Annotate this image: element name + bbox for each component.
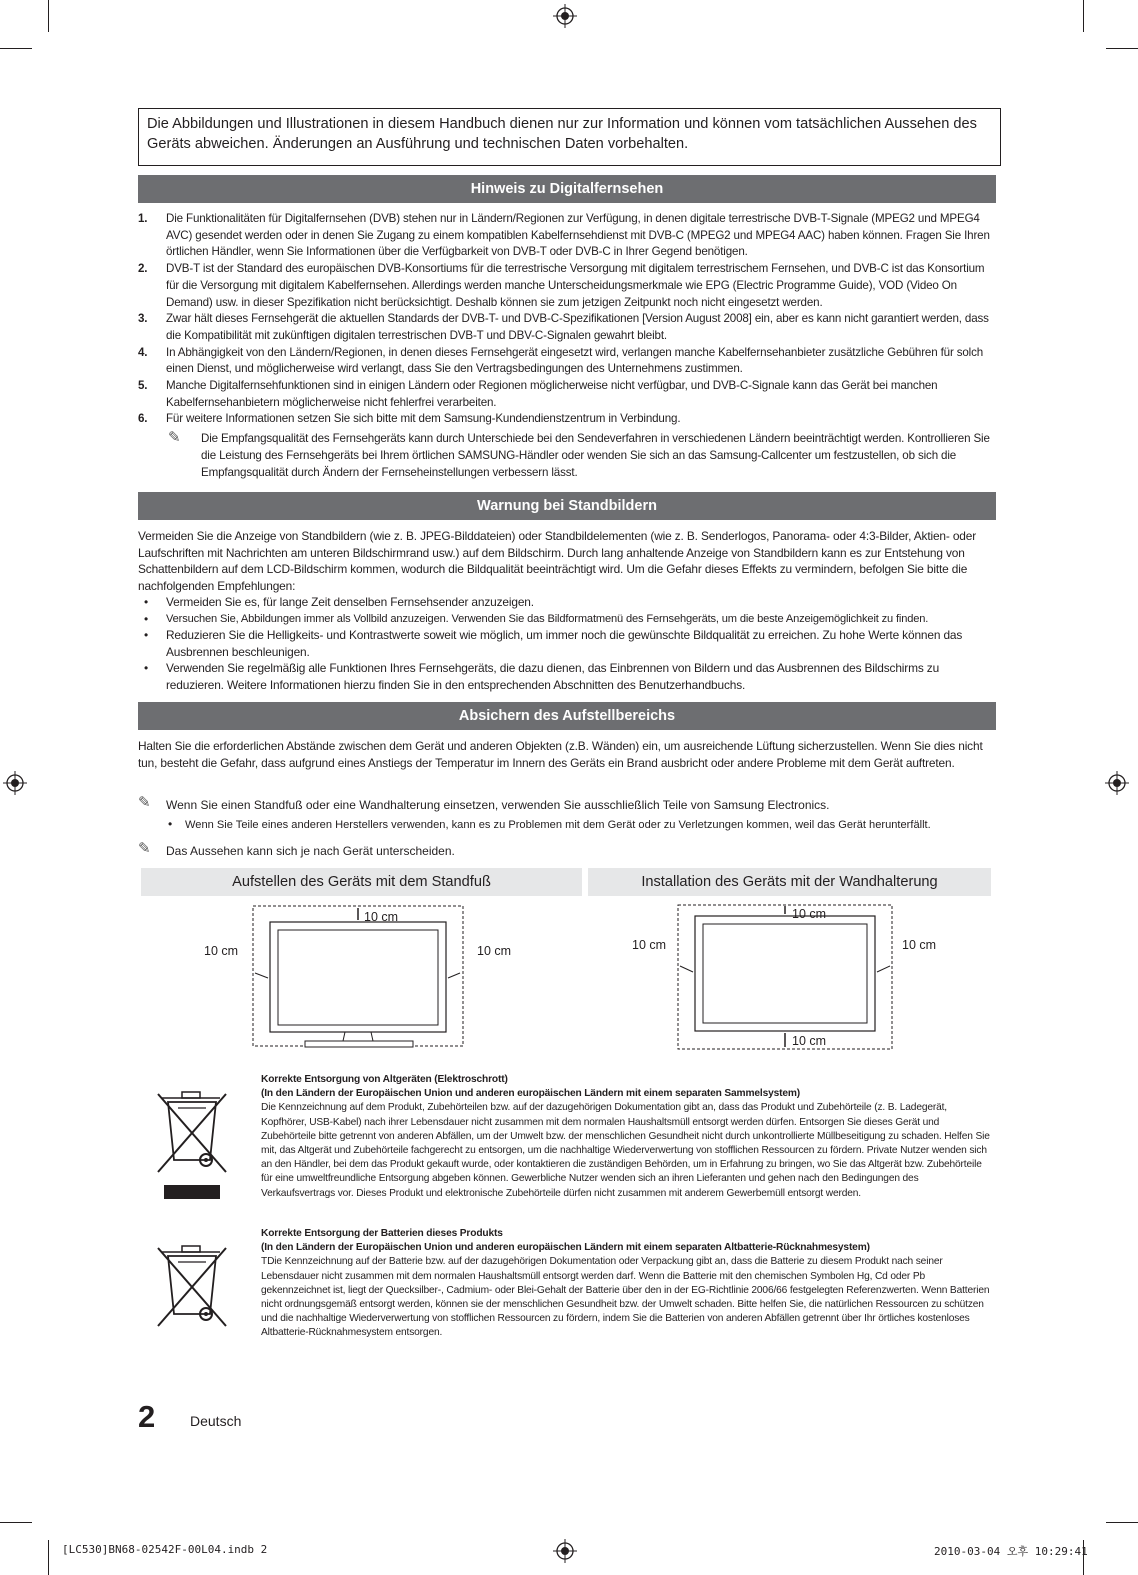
- digital-tv-list: [138, 211, 998, 481]
- note: ✎ Die Empfangsqualität des Fernsehgeräts kann durch Unterschiede bei den Sendeverfahren in verschiedenen Ländern beeinträchtigt werden. Kontrollieren Sie die Leistung des Fernsehgeräts bei Ihrem örtlichen SAMSUNG-Händler oder wenden Sie sich an das Samsung-Callcenter um festzustellen, ob sich die Empfangsqualität durch Ändern der Fernseheinstellungen verbessern lässt.: [168, 429, 990, 479]
- list-item: 5. Manche Digitalfernsehfunktionen sind in einigen Ländern oder Regionen möglicherweise nicht verfügbar, und DVB-C-Signale kann das Gerät bei manchen Kabelfernsehanbietern möglicherweise nicht fehlerfrei verarbeiten.: [138, 379, 938, 409]
- print-slug-filename: [LC530]BN68-02542F-00L04.indb 2: [62, 1543, 268, 1556]
- stand-install-title: Aufstellen des Geräts mit dem Standfuß: [141, 868, 582, 896]
- battery-crossed-bin-icon: [154, 1242, 230, 1332]
- weee-crossed-bin-icon: [154, 1088, 230, 1208]
- list-item: • Vermeiden Sie es, für lange Zeit denselben Fernsehsender anzuzeigen.: [144, 595, 534, 609]
- section-header-installation: Absichern des Aufstellbereichs: [138, 702, 996, 730]
- note-bullet: • Wenn Sie Teile eines anderen Herstellers verwenden, kann es zu Problemen mit dem Gerät oder zu Verletzungen kommen, weil das Gerät herunterfällt.: [168, 817, 931, 831]
- page-language: Deutsch: [190, 1413, 242, 1429]
- list-item: • Versuchen Sie, Abbildungen immer als Vollbild anzuzeigen. Verwenden Sie das Bildformatmenü des Fernsehgeräts, um die beste Anzeigemöglichkeit zu finden.: [144, 611, 929, 626]
- crop-mark: [1106, 48, 1138, 49]
- list-item: 4. In Abhängigkeit von den Ländern/Regionen, in denen dieses Fernsehgerät eingesetzt wird, verlangen manche Kabelfernsehanbieter zusätzliche Gebühren für solch einen Dienst, und möglicherweise wird verlangt, dass Sie den Vertragsbedingungen des Unternehmens zustimmen.: [138, 345, 984, 376]
- crop-mark: [0, 48, 32, 49]
- section-header-digital-tv: Hinweis zu Digitalfernsehen: [138, 175, 996, 203]
- print-slug-date: 2010-03-04 오후 10:29:41: [934, 1545, 1088, 1558]
- clearance-left-label: 10 cm: [632, 938, 667, 952]
- note-pencil-icon: ✎: [138, 840, 151, 857]
- installation-intro: Halten Sie die erforderlichen Abstände zwischen dem Gerät und anderen Objekten (z.B. Wänden) ein, um ausreichende Lüftung sicherzustellen. Wenn Sie dies nicht tun, besteht die Gefahr, dass aufgrund eines Anstiegs der Temperatur im Innern des Geräts ein Brand ausbricht oder andere Probleme mit dem Gerät auftreten.: [138, 739, 983, 770]
- note-pencil-icon: ✎: [168, 429, 181, 447]
- still-images-intro: Vermeiden Sie die Anzeige von Standbildern (wie z. B. JPEG-Bilddateien) oder Standbildelementen (wie z. B. Senderlogos, Panorama- oder 4:3-Bilder, Aktien- oder Laufschriften mit Nachrichten am unteren Bildschirmrand usw.) auf dem Bildschirm. Durch lang anhaltende Anzeige von Standbildern kann es zur Entstehung von Schattenbildern auf dem LCD-Bildschirm kommen, wodurch die Bildqualität beeinträchtigt wird. Um die Gefahr dieses Effekts zu vermindern, befolgen Sie bitte die nachfolgenden Empfehlungen:: [138, 529, 977, 593]
- clearance-top-label: 10 cm: [364, 910, 399, 924]
- list-item: 6. Für weitere Informationen setzen Sie sich bitte mit dem Samsung-Kundendienstzentrum in Verbindung.: [138, 412, 681, 426]
- wall-mount-clearance-diagram: [588, 900, 992, 1055]
- list-item: • Verwenden Sie regelmäßig alle Funktionen Ihres Fernsehgeräts, die dazu dienen, das Einbrennen von Bildern und das Ausbrennen des Bildschirms zu reduzieren. Weitere Informationen hierzu finden Sie in den entsprechenden Abschnitten des Benutzerhandbuchs.: [144, 661, 940, 692]
- disclaimer-box: Die Abbildungen und Illustrationen in diesem Handbuch dienen nur zur Information und können vom tatsächlichen Aussehen des Geräts abweichen. Änderungen an Ausführung und technischen Daten vorbehalten.: [138, 108, 1001, 166]
- clearance-right-label: 10 cm: [477, 944, 512, 958]
- list-item: 1. Die Funktionalitäten für Digitalfernsehen (DVB) stehen nur in Ländern/Regionen zur Verfügung, in denen digitale terrestrische DVB-T-Signale (MPEG2 und MPEG4 AVC) gesendet werden oder in denen Sie Zugang zu einem kompatiblen Kabelfernsehdienst mit DVB-C (MPEG2 und MPEG4 AAC) haben können. Fragen Sie Ihren örtlichen Händler, wenn Sie Informationen über die Verfügbarkeit von DVB-T oder DVB-C in Ihrer Gegend benötigen.: [138, 212, 990, 259]
- clearance-right-label: 10 cm: [902, 938, 937, 952]
- crop-mark: [1106, 1522, 1138, 1523]
- list-item: • Reduzieren Sie die Helligkeits- und Kontrastwerte soweit wie möglich, um immer noch die gewünschte Bildqualität zu erreichen. Zu hohe Werte können das Ausbrennen beschleunigen.: [144, 628, 963, 659]
- registration-mark-icon: [553, 4, 577, 28]
- crop-mark: [0, 1522, 32, 1523]
- registration-mark-icon: [3, 771, 27, 795]
- crop-mark: [48, 0, 49, 32]
- still-images-bullets: [138, 594, 998, 694]
- crop-mark: [48, 1540, 49, 1575]
- section-header-still-images: Warnung bei Standbildern: [138, 492, 996, 520]
- note: ✎ Wenn Sie einen Standfuß oder eine Wandhalterung einsetzen, verwenden Sie ausschließlich Teile von Samsung Electronics.: [138, 794, 830, 812]
- registration-mark-icon: [553, 1539, 577, 1563]
- page-number: 2: [138, 1399, 156, 1434]
- list-item: 3. Zwar hält dieses Fernsehgerät die aktuellen Standards der DVB-T- und DVB-C-Spezifikationen [Version August 2008] ein, aber es kann nicht garantiert werden, dass die Kompatibilität mit zukünftigen digitalen terrestrischen DVB-T und DBV-C-Signalen gewahrt bleibt.: [138, 312, 989, 342]
- wall-install-title: Installation des Geräts mit der Wandhalterung: [588, 868, 991, 896]
- clearance-top-label: 10 cm: [792, 907, 827, 921]
- note-pencil-icon: ✎: [138, 794, 151, 811]
- clearance-bottom-label: 10 cm: [792, 1034, 827, 1048]
- note: ✎ Das Aussehen kann sich je nach Gerät unterscheiden.: [138, 840, 455, 858]
- registration-mark-icon: [1105, 771, 1129, 795]
- crop-mark: [1083, 0, 1084, 32]
- stand-clearance-diagram: [140, 900, 580, 1052]
- clearance-left-label: 10 cm: [204, 944, 239, 958]
- list-item: 2. DVB-T ist der Standard des europäischen DVB-Konsortiums für die terrestrische Versorgung mit digitalem terrestrischem Fernsehen, und DVB-C ist das Konsortium für die Versorgung mit digitalem Kabelfernsehen. Allerdings werden manche Unterscheidungsmerkmale wie EPG (Electric Programme Guide), VOD (Video On Demand) usw. in dieser Spezifikation nicht berücksichtigt. Deshalb können sie zum jetzigen Zeitpunkt noch nicht eingesetzt werden.: [138, 262, 985, 309]
- battery-disposal-notice: Korrekte Entsorgung der Batterien dieses Produkts (In den Ländern der Europäischen Union und anderen europäischen Ländern mit einem separaten Altbatterie-Rücknahmesystem) TDie Kennzeichnung auf der Batterie bzw. auf der dazugehörigen Dokumentation oder Verpackung gibt an, dass die Batterie zu diesem Produkt nach seiner Lebensdauer nicht zusammen mit dem normalen Haushaltsmüll entsorgt werden darf. Wenn die Batterie mit den chemischen Symbolen Hg, Cd oder Pb gekennzeichnet ist, liegt der Quecksilber-, Cadmium- oder Blei-Gehalt der Batterie über den in der EG-Richtlinie 2006/66 festgelegten Referenzwerten. Wenn Batterien nicht ordnungsgemäß entsorgt werden, können sie der menschlichen Gesundheit bzw. der Umwelt schaden. Bitte helfen Sie, die natürlichen Ressourcen zu schützen und die nachhaltige Wiederverwertung von stofflichen Ressourcen zu fördern, indem Sie die Batterien von anderen Abfällen getrennt über Ihr örtliches kostenloses Altbatterie-Rücknahmesystem entsorgen.: [261, 1228, 990, 1339]
- weee-disposal-notice: Korrekte Entsorgung von Altgeräten (Elektroschrott) (In den Ländern der Europäischen Union und anderen europäischen Ländern mit einem separaten Sammelsystem) Die Kennzeichnung auf dem Produkt, Zubehörteilen bzw. auf der dazugehörigen Dokumentation gibt an, dass das Produkt und Zubehörteile (z. B. Ladegerät, Kopfhörer, USB-Kabel) nach ihrer Lebensdauer nicht zusammen mit dem normalen Haushaltsmüll entsorgt werden dürfen. Entsorgen Sie dieses Gerät und Zubehörteile bitte getrennt von anderen Abfällen, um der Umwelt bzw. der menschlichen Gesundheit nicht durch unkontrollierte Müllbeseitigung zu schaden. Helfen Sie mit, das Altgerät und Zubehörteile fachgerecht zu entsorgen, um die nachhaltige Wiederverwertung von stofflichen Ressourcen zu fördern. Private Nutzer wenden sich an den Händler, bei dem das Produkt gekauft wurde, oder kontaktieren die zuständigen Behörden, um in Erfahrung zu bringen, wo Sie das Altgerät bzw. Zubehörteile für eine umweltfreundliche Entsorgung abgeben können. Gewerbliche Nutzer wenden sich an ihren Lieferanten und gehen nach den Bedingungen des Verkaufsvertrags vor. Dieses Produkt und elektronische Zubehörteile dürfen nicht zusammen mit anderem Gewerbemüll entsorgt werden.: [261, 1074, 990, 1199]
